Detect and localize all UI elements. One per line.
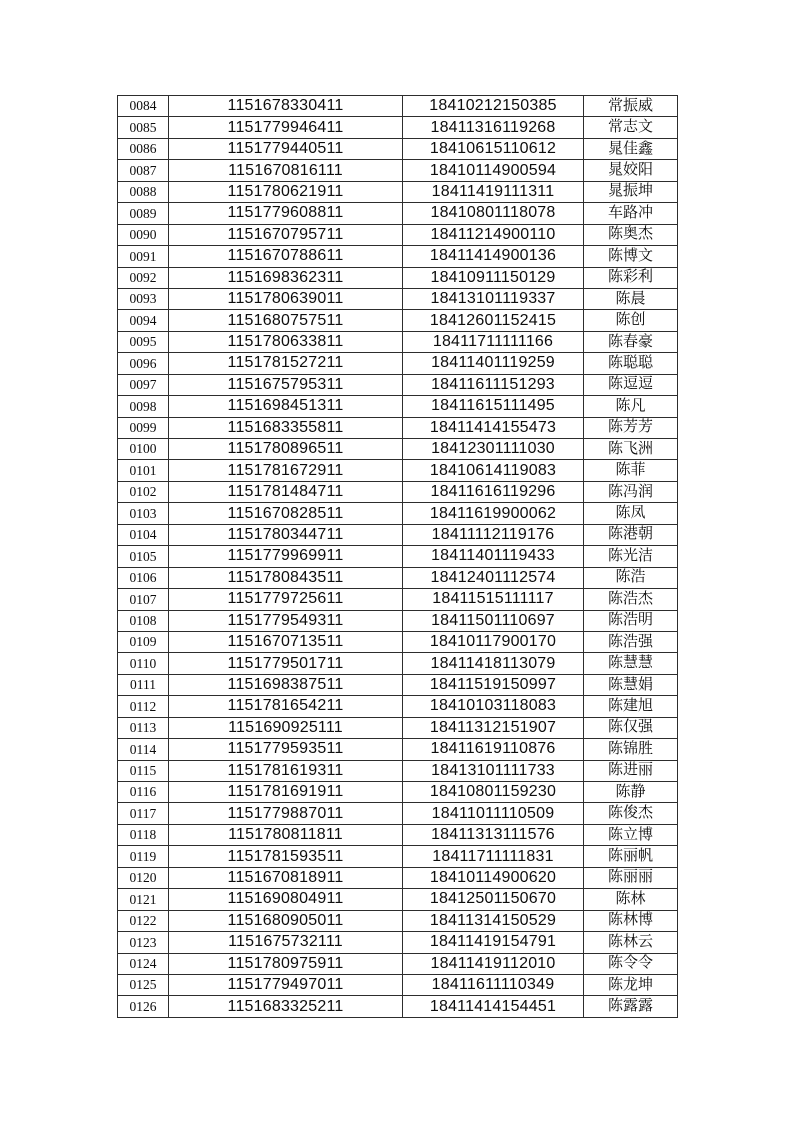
serial-number-cell: 0092 (118, 267, 169, 288)
id-number-cell: 1151779887011 (169, 803, 403, 824)
table-row (118, 910, 678, 931)
table-row (118, 224, 678, 245)
name-cell: 陈林 (584, 889, 678, 910)
name-cell: 陈进丽 (584, 760, 678, 781)
name-cell: 陈博文 (584, 246, 678, 267)
table-row (118, 460, 678, 481)
name-cell: 陈凤 (584, 503, 678, 524)
id-number-cell: 1151670788611 (169, 246, 403, 267)
exam-number-cell: 18411418113079 (403, 653, 584, 674)
exam-number-cell: 18410801159230 (403, 782, 584, 803)
table-row (118, 310, 678, 331)
table-row (118, 374, 678, 395)
name-cell: 陈仅强 (584, 717, 678, 738)
name-cell: 陈林博 (584, 910, 678, 931)
serial-number-cell: 0090 (118, 224, 169, 245)
id-number-cell: 1151779725611 (169, 589, 403, 610)
table-row (118, 181, 678, 202)
id-number-cell: 1151698387511 (169, 674, 403, 695)
exam-number-cell: 18410615110612 (403, 138, 584, 159)
exam-number-cell: 18411619900062 (403, 503, 584, 524)
serial-number-cell: 0114 (118, 739, 169, 760)
table-row (118, 932, 678, 953)
table-row (118, 331, 678, 352)
exam-number-cell: 18411214900110 (403, 224, 584, 245)
exam-number-cell: 18410114900594 (403, 160, 584, 181)
name-cell: 陈林云 (584, 932, 678, 953)
serial-number-cell: 0113 (118, 717, 169, 738)
table-row (118, 739, 678, 760)
serial-number-cell: 0111 (118, 674, 169, 695)
name-cell: 陈浩明 (584, 610, 678, 631)
id-number-cell: 1151781527211 (169, 353, 403, 374)
serial-number-cell: 0124 (118, 953, 169, 974)
exam-number-cell: 18410117900170 (403, 631, 584, 652)
id-number-cell: 1151670828511 (169, 503, 403, 524)
id-number-cell: 1151779549311 (169, 610, 403, 631)
id-number-cell: 1151698451311 (169, 396, 403, 417)
exam-number-cell: 18411711111166 (403, 331, 584, 352)
name-cell: 陈锦胜 (584, 739, 678, 760)
id-number-cell: 1151675795311 (169, 374, 403, 395)
table-row (118, 546, 678, 567)
table-row (118, 824, 678, 845)
serial-number-cell: 0101 (118, 460, 169, 481)
serial-number-cell: 0097 (118, 374, 169, 395)
exam-number-cell: 18410103118083 (403, 696, 584, 717)
id-number-cell: 1151690804911 (169, 889, 403, 910)
serial-number-cell: 0086 (118, 138, 169, 159)
table-row (118, 503, 678, 524)
table-row (118, 396, 678, 417)
name-cell: 陈港朝 (584, 524, 678, 545)
table-row (118, 138, 678, 159)
table-row (118, 717, 678, 738)
exam-number-cell: 18411401119259 (403, 353, 584, 374)
name-cell: 陈冯润 (584, 481, 678, 502)
exam-number-cell: 18411519150997 (403, 674, 584, 695)
id-number-cell: 1151779497011 (169, 974, 403, 995)
exam-number-cell: 18411414900136 (403, 246, 584, 267)
name-cell: 陈静 (584, 782, 678, 803)
table-row (118, 160, 678, 181)
table-row (118, 803, 678, 824)
exam-number-cell: 18411419154791 (403, 932, 584, 953)
name-cell: 常振威 (584, 96, 678, 117)
table-row (118, 439, 678, 460)
table-body (118, 96, 678, 1018)
id-number-cell: 1151675732111 (169, 932, 403, 953)
name-cell: 陈凡 (584, 396, 678, 417)
exam-number-cell: 18411711111831 (403, 846, 584, 867)
name-cell: 陈聪聪 (584, 353, 678, 374)
table-row (118, 96, 678, 117)
name-cell: 车路冲 (584, 203, 678, 224)
exam-number-cell: 18411401119433 (403, 546, 584, 567)
id-number-cell: 1151779946411 (169, 117, 403, 138)
id-number-cell: 1151680757511 (169, 310, 403, 331)
id-number-cell: 1151779593511 (169, 739, 403, 760)
name-cell: 晁振坤 (584, 181, 678, 202)
exam-number-cell: 18412601152415 (403, 310, 584, 331)
exam-number-cell: 18412401112574 (403, 567, 584, 588)
exam-number-cell: 18412301111030 (403, 439, 584, 460)
id-number-cell: 1151780896511 (169, 439, 403, 460)
name-cell: 陈浩强 (584, 631, 678, 652)
table-row (118, 610, 678, 631)
serial-number-cell: 0089 (118, 203, 169, 224)
exam-number-cell: 18411619110876 (403, 739, 584, 760)
serial-number-cell: 0104 (118, 524, 169, 545)
table-row (118, 481, 678, 502)
id-number-cell: 1151780639011 (169, 288, 403, 309)
serial-number-cell: 0099 (118, 417, 169, 438)
name-cell: 陈奥杰 (584, 224, 678, 245)
serial-number-cell: 0094 (118, 310, 169, 331)
exam-number-cell: 18410911150129 (403, 267, 584, 288)
name-cell: 陈飞洲 (584, 439, 678, 460)
table-row (118, 417, 678, 438)
table-row (118, 846, 678, 867)
serial-number-cell: 0107 (118, 589, 169, 610)
name-cell: 陈逗逗 (584, 374, 678, 395)
id-number-cell: 1151781619311 (169, 760, 403, 781)
table-row (118, 996, 678, 1018)
id-number-cell: 1151678330411 (169, 96, 403, 117)
name-cell: 晁佳鑫 (584, 138, 678, 159)
exam-number-cell: 18413101119337 (403, 288, 584, 309)
id-number-cell: 1151780811811 (169, 824, 403, 845)
table-row (118, 974, 678, 995)
id-number-cell: 1151779501711 (169, 653, 403, 674)
id-number-cell: 1151780975911 (169, 953, 403, 974)
serial-number-cell: 0122 (118, 910, 169, 931)
serial-number-cell: 0125 (118, 974, 169, 995)
id-number-cell: 1151780621911 (169, 181, 403, 202)
exam-number-cell: 18411419112010 (403, 953, 584, 974)
serial-number-cell: 0085 (118, 117, 169, 138)
serial-number-cell: 0116 (118, 782, 169, 803)
exam-number-cell: 18411611151293 (403, 374, 584, 395)
serial-number-cell: 0118 (118, 824, 169, 845)
table-row (118, 782, 678, 803)
name-cell: 陈龙坤 (584, 974, 678, 995)
serial-number-cell: 0093 (118, 288, 169, 309)
id-number-cell: 1151670795711 (169, 224, 403, 245)
name-cell: 陈菲 (584, 460, 678, 481)
table-row (118, 353, 678, 374)
exam-number-cell: 18411501110697 (403, 610, 584, 631)
id-number-cell: 1151670816111 (169, 160, 403, 181)
id-number-cell: 1151781484711 (169, 481, 403, 502)
exam-number-cell: 18410114900620 (403, 867, 584, 888)
table-row (118, 953, 678, 974)
table-row (118, 267, 678, 288)
exam-number-cell: 18411316119268 (403, 117, 584, 138)
id-number-cell: 1151779608811 (169, 203, 403, 224)
exam-number-cell: 18411011110509 (403, 803, 584, 824)
serial-number-cell: 0109 (118, 631, 169, 652)
id-number-cell: 1151683325211 (169, 996, 403, 1018)
name-cell: 常志文 (584, 117, 678, 138)
table-row (118, 246, 678, 267)
exam-number-cell: 18411419111311 (403, 181, 584, 202)
table-row (118, 117, 678, 138)
name-cell: 陈慧慧 (584, 653, 678, 674)
exam-number-cell: 18411515111117 (403, 589, 584, 610)
id-number-cell: 1151670713511 (169, 631, 403, 652)
exam-number-cell: 18411615111495 (403, 396, 584, 417)
name-cell: 陈露露 (584, 996, 678, 1018)
id-number-cell: 1151680905011 (169, 910, 403, 931)
name-cell: 陈令令 (584, 953, 678, 974)
exam-number-cell: 18411616119296 (403, 481, 584, 502)
serial-number-cell: 0110 (118, 653, 169, 674)
exam-number-cell: 18411611110349 (403, 974, 584, 995)
id-number-cell: 1151780344711 (169, 524, 403, 545)
exam-number-cell: 18410801118078 (403, 203, 584, 224)
id-number-cell: 1151690925111 (169, 717, 403, 738)
serial-number-cell: 0084 (118, 96, 169, 117)
exam-number-cell: 18411314150529 (403, 910, 584, 931)
name-cell: 陈春豪 (584, 331, 678, 352)
name-cell: 陈芳芳 (584, 417, 678, 438)
serial-number-cell: 0112 (118, 696, 169, 717)
serial-number-cell: 0087 (118, 160, 169, 181)
name-cell: 陈创 (584, 310, 678, 331)
id-number-cell: 1151780633811 (169, 331, 403, 352)
table-row (118, 674, 678, 695)
serial-number-cell: 0126 (118, 996, 169, 1018)
serial-number-cell: 0123 (118, 932, 169, 953)
serial-number-cell: 0088 (118, 181, 169, 202)
name-cell: 陈立博 (584, 824, 678, 845)
serial-number-cell: 0100 (118, 439, 169, 460)
name-cell: 陈建旭 (584, 696, 678, 717)
serial-number-cell: 0115 (118, 760, 169, 781)
id-number-cell: 1151780843511 (169, 567, 403, 588)
exam-number-cell: 18412501150670 (403, 889, 584, 910)
serial-number-cell: 0098 (118, 396, 169, 417)
serial-number-cell: 0119 (118, 846, 169, 867)
exam-number-cell: 18413101111733 (403, 760, 584, 781)
id-number-cell: 1151781593511 (169, 846, 403, 867)
exam-number-cell: 18411414155473 (403, 417, 584, 438)
exam-number-cell: 18410212150385 (403, 96, 584, 117)
exam-number-cell: 18411312151907 (403, 717, 584, 738)
serial-number-cell: 0096 (118, 353, 169, 374)
table-row (118, 288, 678, 309)
name-cell: 陈丽丽 (584, 867, 678, 888)
table-row (118, 631, 678, 652)
id-number-cell: 1151670818911 (169, 867, 403, 888)
table-row (118, 524, 678, 545)
serial-number-cell: 0120 (118, 867, 169, 888)
serial-number-cell: 0102 (118, 481, 169, 502)
name-cell: 陈浩杰 (584, 589, 678, 610)
exam-number-cell: 18411112119176 (403, 524, 584, 545)
table-row (118, 696, 678, 717)
id-number-cell: 1151781654211 (169, 696, 403, 717)
name-cell: 陈光洁 (584, 546, 678, 567)
serial-number-cell: 0095 (118, 331, 169, 352)
table-row (118, 203, 678, 224)
id-number-cell: 1151779969911 (169, 546, 403, 567)
serial-number-cell: 0091 (118, 246, 169, 267)
name-cell: 陈浩 (584, 567, 678, 588)
exam-number-cell: 18411313111576 (403, 824, 584, 845)
serial-number-cell: 0105 (118, 546, 169, 567)
id-number-cell: 1151698362311 (169, 267, 403, 288)
roster-table (117, 95, 678, 1018)
table-row (118, 653, 678, 674)
table-row (118, 889, 678, 910)
serial-number-cell: 0106 (118, 567, 169, 588)
table-row (118, 867, 678, 888)
name-cell: 陈俊杰 (584, 803, 678, 824)
table-row (118, 589, 678, 610)
table-row (118, 760, 678, 781)
id-number-cell: 1151683355811 (169, 417, 403, 438)
name-cell: 陈慧娟 (584, 674, 678, 695)
id-number-cell: 1151779440511 (169, 138, 403, 159)
serial-number-cell: 0117 (118, 803, 169, 824)
id-number-cell: 1151781691911 (169, 782, 403, 803)
id-number-cell: 1151781672911 (169, 460, 403, 481)
exam-number-cell: 18410614119083 (403, 460, 584, 481)
name-cell: 陈彩利 (584, 267, 678, 288)
name-cell: 晁姣阳 (584, 160, 678, 181)
name-cell: 陈晨 (584, 288, 678, 309)
serial-number-cell: 0103 (118, 503, 169, 524)
serial-number-cell: 0108 (118, 610, 169, 631)
serial-number-cell: 0121 (118, 889, 169, 910)
table-row (118, 567, 678, 588)
exam-number-cell: 18411414154451 (403, 996, 584, 1018)
name-cell: 陈丽帆 (584, 846, 678, 867)
